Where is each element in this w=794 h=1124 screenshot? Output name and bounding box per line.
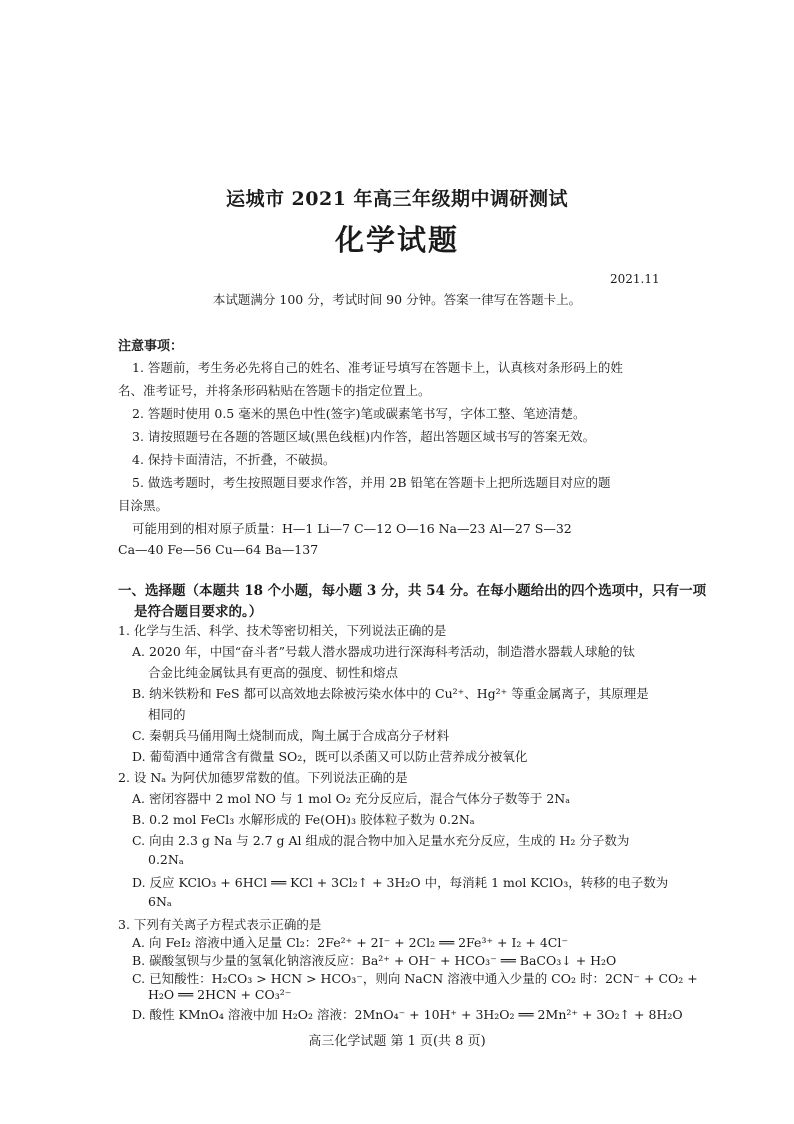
option-line: D. 反应 KClO₃ + 6HCl ══ KCl + 3Cl₂↑ + 3H₂O 中，每消耗 1 mol KClO₃，转移的电子数为 [132,875,669,890]
note-line: 3. 请按照题号在各题的答题区域(黑色线框)内作答，超出答题区域书写的答案无效。 [132,429,596,444]
section-heading: 一、选择题（本题共 18 个小题，每小题 3 分，共 54 分。在每小题给出的四个选项中，只有一项 [118,583,707,599]
question-stem: 3. 下列有关离子方程式表示正确的是 [118,917,322,932]
option-line: B. 碳酸氢钡与少量的氢氧化钠溶液反应：Ba²⁺ + OH⁻ + HCO₃⁻ ══ BaCO₃↓ + H₂O [132,953,617,968]
exam-title: 运城市 2021 年高三年级期中调研测试 [225,188,569,210]
section-heading: 是符合题目要求的。） [134,604,263,620]
note-line: 4. 保持卡面清洁，不折叠，不破损。 [132,452,336,467]
page-footer: 高三化学试题 第 1 页(共 8 页) [308,1034,486,1049]
note-line: 2. 答题时使用 0.5 毫米的黑色中性(签字)笔或碳素笔书写，字体工整、笔迹清楚。 [132,406,586,421]
note-line: 名、准考证号，并将条形码粘贴在答题卡的指定位置上。 [118,383,431,398]
option-line: D. 酸性 KMnO₄ 溶液中加 H₂O₂ 溶液：2MnO₄⁻ + 10H⁺ + 3H₂O₂ ══ 2Mn²⁺ + 3O₂↑ + 8H₂O [132,1007,683,1022]
option-line: D. 葡萄酒中通常含有微量 SO₂，既可以杀菌又可以防止营养成分被氧化 [132,749,528,764]
option-line: B. 纳米铁粉和 FeS 都可以高效地去除被污染水体中的 Cu²⁺、Hg²⁺ 等重金属离子，其原理是 [132,686,649,701]
note-line: 目涂黑。 [118,498,169,513]
option-line: 0.2Nₐ [148,852,184,867]
option-line: 合金比纯金属钛具有更高的强度、韧性和熔点 [148,665,399,680]
option-line: B. 0.2 mol FeCl₃ 水解形成的 Fe(OH)₃ 胶体粒子数为 0.2Nₐ [132,812,475,827]
question-stem: 2. 设 Nₐ 为阿伏加德罗常数的值。下列说法正确的是 [118,770,408,785]
option-line: C. 向由 2.3 g Na 与 2.7 g Al 组成的混合物中加入足量水充分反应，生成的 H₂ 分子数为 [132,833,630,848]
option-line: C. 秦朝兵马俑用陶土烧制而成，陶土属于合成高分子材料 [132,728,450,743]
subject-title: 化学试题 [334,223,459,257]
question-stem: 1. 化学与生活、科学、技术等密切相关，下列说法正确的是 [118,623,447,638]
option-line: 相同的 [148,707,186,722]
option-line: 6Nₐ [148,894,172,909]
option-line: A. 密闭容器中 2 mol NO 与 1 mol O₂ 充分反应后，混合气体分子数等于 2Nₐ [132,791,571,806]
option-line: A. 2020 年，中国“奋斗者”号载人潜水器成功进行深海科考活动，制造潜水器载人球舱的钛 [132,644,636,659]
atomic-masses: Ca—40 Fe—56 Cu—64 Ba—137 [118,542,319,557]
option-line: A. 向 FeI₂ 溶液中通入足量 Cl₂：2Fe²⁺ + 2I⁻ + 2Cl₂ ══ 2Fe³⁺ + I₂ + 4Cl⁻ [132,935,568,950]
option-line: C. 已知酸性：H₂CO₃ > HCN > HCO₃⁻，则向 NaCN 溶液中通入少量的 CO₂ 时：2CN⁻ + CO₂ + [132,971,698,986]
notes-heading: 注意事项： [118,339,184,354]
option-line: H₂O ══ 2HCN + CO₃²⁻ [148,987,292,1002]
note-line: 1. 答题前，考生务必先将自己的姓名、准考证号填写在答题卡上，认真核对条形码上的姓 [132,360,623,375]
exam-intro: 本试题满分 100 分，考试时间 90 分钟。答案一律写在答题卡上。 [212,292,582,307]
note-line: 5. 做选考题时，考生按照题目要求作答，并用 2B 铅笔在答题卡上把所选题目对应的题 [132,475,611,490]
exam-date: 2021.11 [610,272,660,286]
atomic-masses: 可能用到的相对原子质量：H—1 Li—7 C—12 O—16 Na—23 Al—27 S—32 [132,521,572,536]
